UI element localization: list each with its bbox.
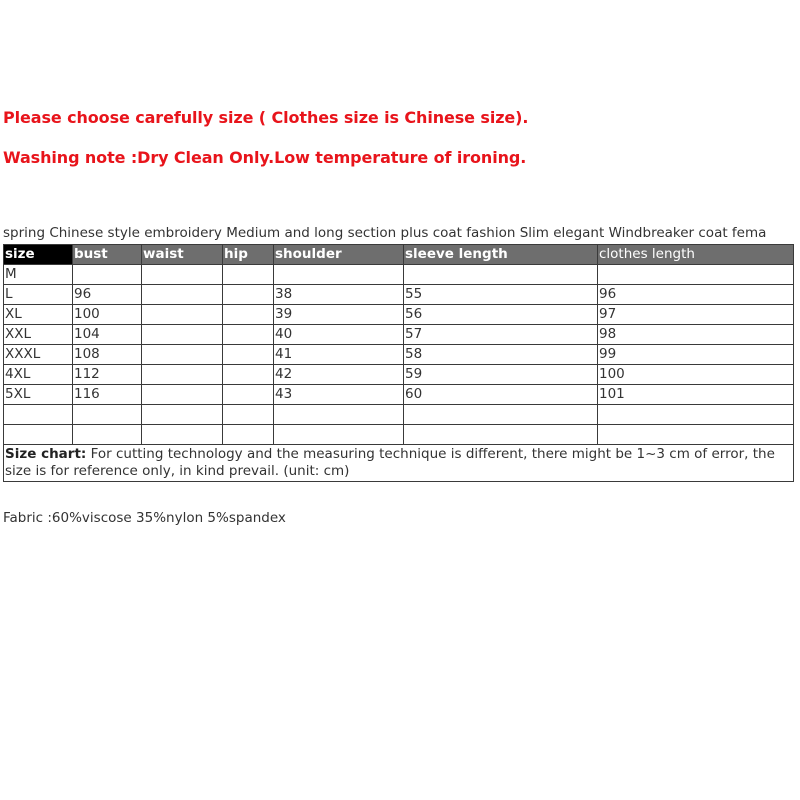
cell-shoulder [274,425,404,445]
cell-clothes-length [598,405,794,425]
size-chart-note-title: Size chart: [5,446,87,462]
size-chart-note [4,445,794,482]
cell-sleeve-length [404,425,598,445]
cell-shoulder: 40 [274,325,404,345]
cell-shoulder: 41 [274,345,404,365]
table-row [4,385,794,405]
cell-shoulder: 42 [274,365,404,385]
table-row [4,425,794,445]
cell-size: XXXL [4,345,73,365]
cell-size: XL [4,305,73,325]
cell-shoulder: 38 [274,285,404,305]
size-notice: Please choose carefully size ( Clothes size is Chinese size). [3,108,529,127]
cell-bust: 100 [73,305,142,325]
table-note-row [4,445,794,482]
cell-shoulder [274,405,404,425]
cell-bust [73,425,142,445]
table-row [4,265,794,285]
cell-clothes-length: 101 [598,385,794,405]
cell-sleeve-length [404,265,598,285]
cell-waist [142,265,223,285]
cell-hip [223,285,274,305]
cell-size: 5XL [4,385,73,405]
cell-clothes-length: 97 [598,305,794,325]
cell-size: XXL [4,325,73,345]
cell-bust: 96 [73,285,142,305]
cell-waist [142,365,223,385]
cell-bust: 116 [73,385,142,405]
table-row [4,345,794,365]
column-header-bust: bust [73,245,142,265]
cell-clothes-length: 99 [598,345,794,365]
table-row [4,285,794,305]
cell-clothes-length: 96 [598,285,794,305]
cell-waist [142,385,223,405]
cell-waist [142,345,223,365]
cell-bust: 112 [73,365,142,385]
column-header-waist: waist [142,245,223,265]
cell-sleeve-length: 60 [404,385,598,405]
cell-clothes-length: 98 [598,325,794,345]
table-row [4,365,794,385]
cell-hip [223,425,274,445]
cell-waist [142,285,223,305]
fabric-composition: Fabric :60%viscose 35%nylon 5%spandex [3,510,286,526]
cell-clothes-length [598,425,794,445]
cell-size: M [4,265,73,285]
cell-sleeve-length: 58 [404,345,598,365]
cell-sleeve-length: 59 [404,365,598,385]
cell-hip [223,385,274,405]
cell-waist [142,425,223,445]
cell-shoulder: 43 [274,385,404,405]
cell-clothes-length: 100 [598,365,794,385]
cell-bust [73,265,142,285]
cell-clothes-length [598,265,794,285]
table-row [4,325,794,345]
cell-hip [223,305,274,325]
product-caption: spring Chinese style embroidery Medium and long section plus coat fashion Slim elegant Windbreaker coat fema [3,225,767,241]
cell-bust: 104 [73,325,142,345]
table-row [4,305,794,325]
cell-hip [223,325,274,345]
washing-note: Washing note :Dry Clean Only.Low temperature of ironing. [3,148,527,167]
cell-sleeve-length: 55 [404,285,598,305]
cell-sleeve-length: 56 [404,305,598,325]
cell-size: 4XL [4,365,73,385]
cell-size [4,425,73,445]
cell-size [4,405,73,425]
column-header-hip: hip [223,245,274,265]
cell-hip [223,265,274,285]
cell-waist [142,325,223,345]
column-header-sleeve-length: sleeve length [404,245,598,265]
cell-waist [142,405,223,425]
cell-waist [142,305,223,325]
table-header-row [4,245,794,265]
cell-hip [223,405,274,425]
cell-bust: 108 [73,345,142,365]
cell-hip [223,345,274,365]
cell-shoulder [274,265,404,285]
size-chart-note-text: For cutting technology and the measuring technique is different, there might be 1~3 cm of error, the size is for reference only, in kind prevail. (unit: cm) [5,446,775,479]
cell-size: L [4,285,73,305]
cell-hip [223,365,274,385]
cell-shoulder: 39 [274,305,404,325]
cell-sleeve-length: 57 [404,325,598,345]
cell-bust [73,405,142,425]
cell-sleeve-length [404,405,598,425]
size-chart-table [3,244,794,482]
column-header-clothes-length: clothes length [598,245,794,265]
column-header-shoulder: shoulder [274,245,404,265]
column-header-size: size [4,245,73,265]
table-row [4,405,794,425]
